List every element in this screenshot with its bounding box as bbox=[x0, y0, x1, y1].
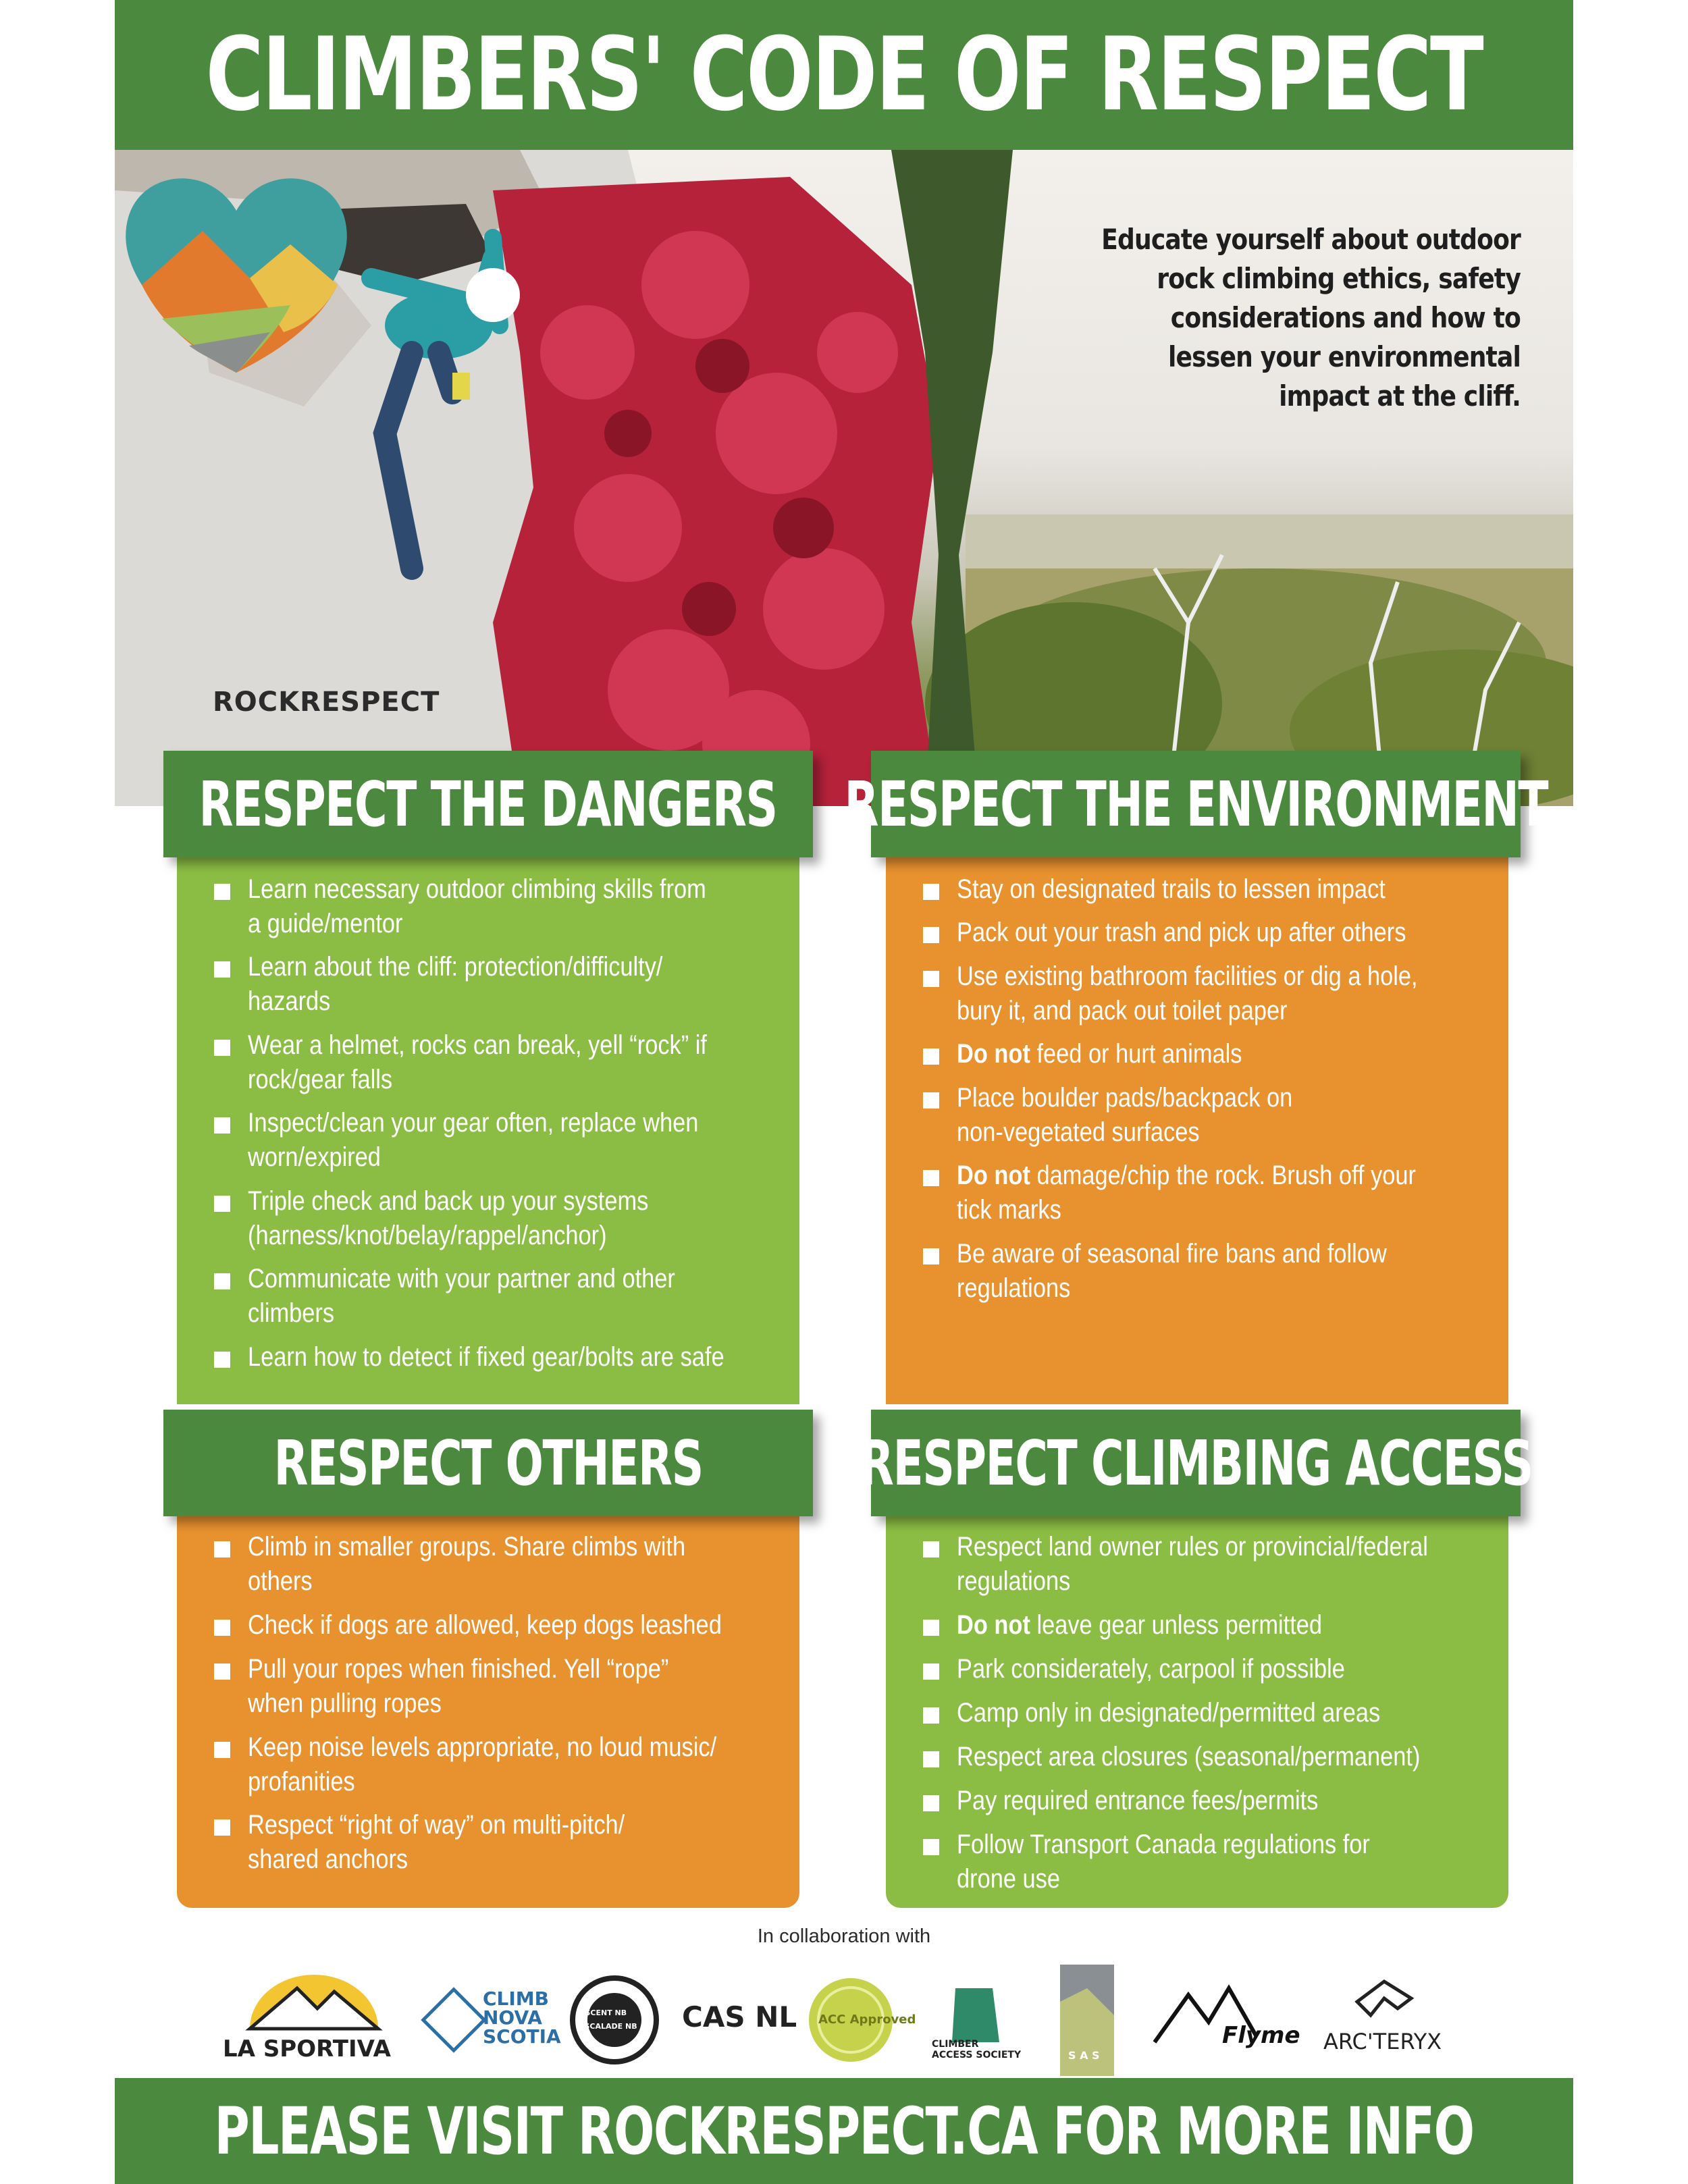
section-title: RESPECT THE ENVIRONMENT bbox=[844, 768, 1548, 841]
sponsor-logos bbox=[223, 1961, 1452, 2079]
item-line: shared anchors bbox=[248, 1844, 408, 1874]
item-line bbox=[957, 1037, 1514, 1071]
title-bar bbox=[115, 0, 1573, 150]
bullet-icon bbox=[214, 1352, 230, 1368]
item-text: damage/chip the rock. Brush off your bbox=[1030, 1161, 1416, 1190]
bullet-icon bbox=[214, 1620, 230, 1636]
sponsor-name: ESCALADE NB bbox=[579, 2022, 637, 2031]
item-line: regulations bbox=[957, 1566, 1071, 1596]
item-line: Climb in smaller groups. Share climbs with bbox=[248, 1532, 686, 1562]
emphasis: Do not bbox=[957, 1610, 1030, 1640]
environment-list bbox=[886, 837, 1508, 1404]
item-line: hazards bbox=[248, 986, 331, 1016]
sas-logo bbox=[1053, 1961, 1121, 2079]
item-line: worn/expired bbox=[248, 1142, 381, 1172]
sponsor-line: CLIMB bbox=[483, 1988, 550, 2010]
arcteryx-logo bbox=[1317, 1961, 1452, 2079]
flyme-mountain-icon bbox=[1148, 1961, 1303, 2079]
bullet-icon bbox=[214, 884, 230, 900]
item-text: leave gear unless permitted bbox=[1030, 1610, 1323, 1640]
sponsor-name: ACC Approved bbox=[818, 2013, 916, 2027]
bullet-icon bbox=[214, 1196, 230, 1212]
item-line: regulations bbox=[957, 1273, 1071, 1303]
bullet-icon bbox=[923, 884, 939, 900]
item-line: climbers bbox=[248, 1298, 335, 1328]
item-line: Inspect/clean your gear often, replace when bbox=[248, 1108, 699, 1138]
bullet-icon bbox=[923, 1541, 939, 1557]
casnl-logo bbox=[682, 1961, 797, 2079]
heading-respect-others bbox=[163, 1410, 813, 1516]
item-line: others bbox=[248, 1566, 313, 1596]
item-line: Keep noise levels appropriate, no loud music/ bbox=[248, 1732, 717, 1762]
sponsor-name: ARC'TERYX bbox=[1323, 2029, 1442, 2054]
la-sportiva-logo bbox=[223, 1961, 405, 2079]
sponsor-line: SCOTIA bbox=[483, 2025, 561, 2048]
item-line: Stay on designated trails to lessen impact bbox=[957, 874, 1386, 904]
bullet-icon bbox=[923, 1663, 939, 1680]
item-line bbox=[957, 1608, 1514, 1643]
sponsor-line: CLIMBER bbox=[932, 2039, 979, 2050]
item-line: rock/gear falls bbox=[248, 1065, 393, 1094]
item-line: Learn necessary outdoor climbing skills from bbox=[248, 874, 706, 904]
acc-approved-logo bbox=[803, 1961, 916, 2079]
item-line: drone use bbox=[957, 1864, 1061, 1894]
emphasis: Do not bbox=[957, 1161, 1030, 1190]
collaboration-label: In collaboration with bbox=[757, 1925, 931, 1947]
item-line: Respect area closures (seasonal/permanent) bbox=[957, 1742, 1421, 1772]
bullet-icon bbox=[214, 961, 230, 978]
sponsor-name: LA SPORTIVA bbox=[223, 2035, 391, 2062]
item-line: Learn about the cliff: protection/difficulty/ bbox=[248, 952, 663, 982]
bullet-icon bbox=[214, 1819, 230, 1836]
bullet-icon bbox=[214, 1273, 230, 1289]
bullet-icon bbox=[214, 1117, 230, 1134]
bullet-icon bbox=[923, 1048, 939, 1065]
dangers-list bbox=[177, 837, 799, 1404]
sponsor-name: Flyme bbox=[1222, 2022, 1300, 2049]
climber-access-society-icon bbox=[925, 1961, 1026, 2079]
bullet-icon bbox=[923, 1248, 939, 1264]
section-title: RESPECT OTHERS bbox=[273, 1427, 703, 1499]
footer-bar bbox=[115, 2078, 1573, 2184]
item-line: Camp only in designated/permitted areas bbox=[957, 1698, 1381, 1728]
sponsor-name: S A S bbox=[1068, 2049, 1100, 2062]
others-list bbox=[177, 1496, 799, 1908]
heading-respect-the-environment bbox=[844, 751, 1548, 857]
item-line: Pack out your trash and pick up after others bbox=[957, 917, 1406, 947]
sponsor-name bbox=[483, 1990, 561, 2046]
sponsor-line: NOVA bbox=[483, 2006, 542, 2029]
item-line bbox=[957, 1158, 1514, 1193]
flyme-logo bbox=[1148, 1961, 1303, 2079]
ascent-nb-badge-icon bbox=[567, 1961, 662, 2079]
sponsor-name bbox=[932, 2039, 1021, 2060]
item-line: Learn how to detect if fixed gear/bolts are safe bbox=[248, 1342, 724, 1372]
bullet-icon bbox=[923, 1795, 939, 1811]
bullet-icon bbox=[923, 1707, 939, 1724]
sponsor-name: CAS NL bbox=[682, 2000, 797, 2033]
heading-respect-climbing-access bbox=[859, 1410, 1533, 1516]
page-title: CLIMBERS' CODE OF RESPECT bbox=[205, 16, 1483, 134]
bullet-icon bbox=[923, 927, 939, 943]
item-line: Respect “right of way” on multi-pitch/ bbox=[248, 1810, 625, 1840]
hero-photo bbox=[115, 150, 1573, 806]
item-line: tick marks bbox=[957, 1195, 1061, 1225]
intro-text: Educate yourself about outdoor rock climbing ethics, safety considerations and how to lessen your environmental impact at the cliff. bbox=[1101, 223, 1521, 412]
item-line: Follow Transport Canada regulations for bbox=[957, 1830, 1370, 1859]
climb-nova-scotia-logo bbox=[419, 1961, 561, 2079]
bullet-icon bbox=[923, 1839, 939, 1855]
emphasis: Do not bbox=[957, 1039, 1030, 1069]
sponsor-line: ACCESS SOCIETY bbox=[932, 2050, 1022, 2060]
bullet-icon bbox=[923, 1170, 939, 1186]
item-line: Check if dogs are allowed, keep dogs leashed bbox=[248, 1610, 722, 1640]
bullet-icon bbox=[214, 1541, 230, 1557]
item-text: feed or hurt animals bbox=[1030, 1039, 1242, 1069]
section-title: RESPECT THE DANGERS bbox=[199, 768, 778, 841]
bullet-icon bbox=[214, 1742, 230, 1758]
item-line: Wear a helmet, rocks can break, yell “rock” if bbox=[248, 1030, 707, 1060]
item-line: bury it, and pack out toilet paper bbox=[957, 996, 1288, 1026]
bullet-icon bbox=[923, 1620, 939, 1636]
item-line: when pulling ropes bbox=[248, 1688, 442, 1718]
item-line: Park considerately, carpool if possible bbox=[957, 1654, 1345, 1684]
item-line: Respect land owner rules or provincial/federal bbox=[957, 1532, 1428, 1562]
item-line: non-vegetated surfaces bbox=[957, 1117, 1200, 1147]
sponsor-name: ASCENT NB bbox=[579, 2008, 627, 2017]
item-line: Communicate with your partner and other bbox=[248, 1264, 675, 1294]
item-line: profanities bbox=[248, 1767, 355, 1796]
nova-scotia-diamond-icon bbox=[419, 1961, 486, 2079]
item-line: Be aware of seasonal fire bans and follow bbox=[957, 1239, 1387, 1269]
access-list bbox=[886, 1496, 1508, 1908]
item-line: a guide/mentor bbox=[248, 909, 403, 938]
climber-access-society-logo bbox=[925, 1961, 1026, 2079]
item-line: Use existing bathroom facilities or dig a hole, bbox=[957, 961, 1418, 991]
item-line: Pull your ropes when finished. Yell “rope” bbox=[248, 1654, 669, 1684]
footer-link-text[interactable]: PLEASE VISIT ROCKRESPECT.CA FOR MORE INFO bbox=[214, 2093, 1474, 2169]
heading-respect-the-dangers bbox=[163, 751, 813, 857]
ascent-nb-logo bbox=[567, 1961, 662, 2079]
bullet-icon bbox=[214, 1040, 230, 1056]
rockrespect-heart-logo bbox=[115, 150, 358, 406]
bullet-icon bbox=[923, 1751, 939, 1767]
item-line: (harness/knot/belay/rappel/anchor) bbox=[248, 1221, 607, 1250]
item-line: Pay required entrance fees/permits bbox=[957, 1786, 1319, 1815]
bullet-icon bbox=[923, 1092, 939, 1109]
bullet-icon bbox=[923, 971, 939, 987]
bullet-icon bbox=[214, 1663, 230, 1680]
item-line: Place boulder pads/backpack on bbox=[957, 1083, 1293, 1113]
section-title: RESPECT CLIMBING ACCESS bbox=[859, 1427, 1533, 1499]
rockrespect-logo-text: ROCKRESPECT bbox=[213, 687, 440, 718]
arcteryx-bird-icon bbox=[1317, 1961, 1452, 2079]
item-line: Triple check and back up your systems bbox=[248, 1186, 649, 1216]
